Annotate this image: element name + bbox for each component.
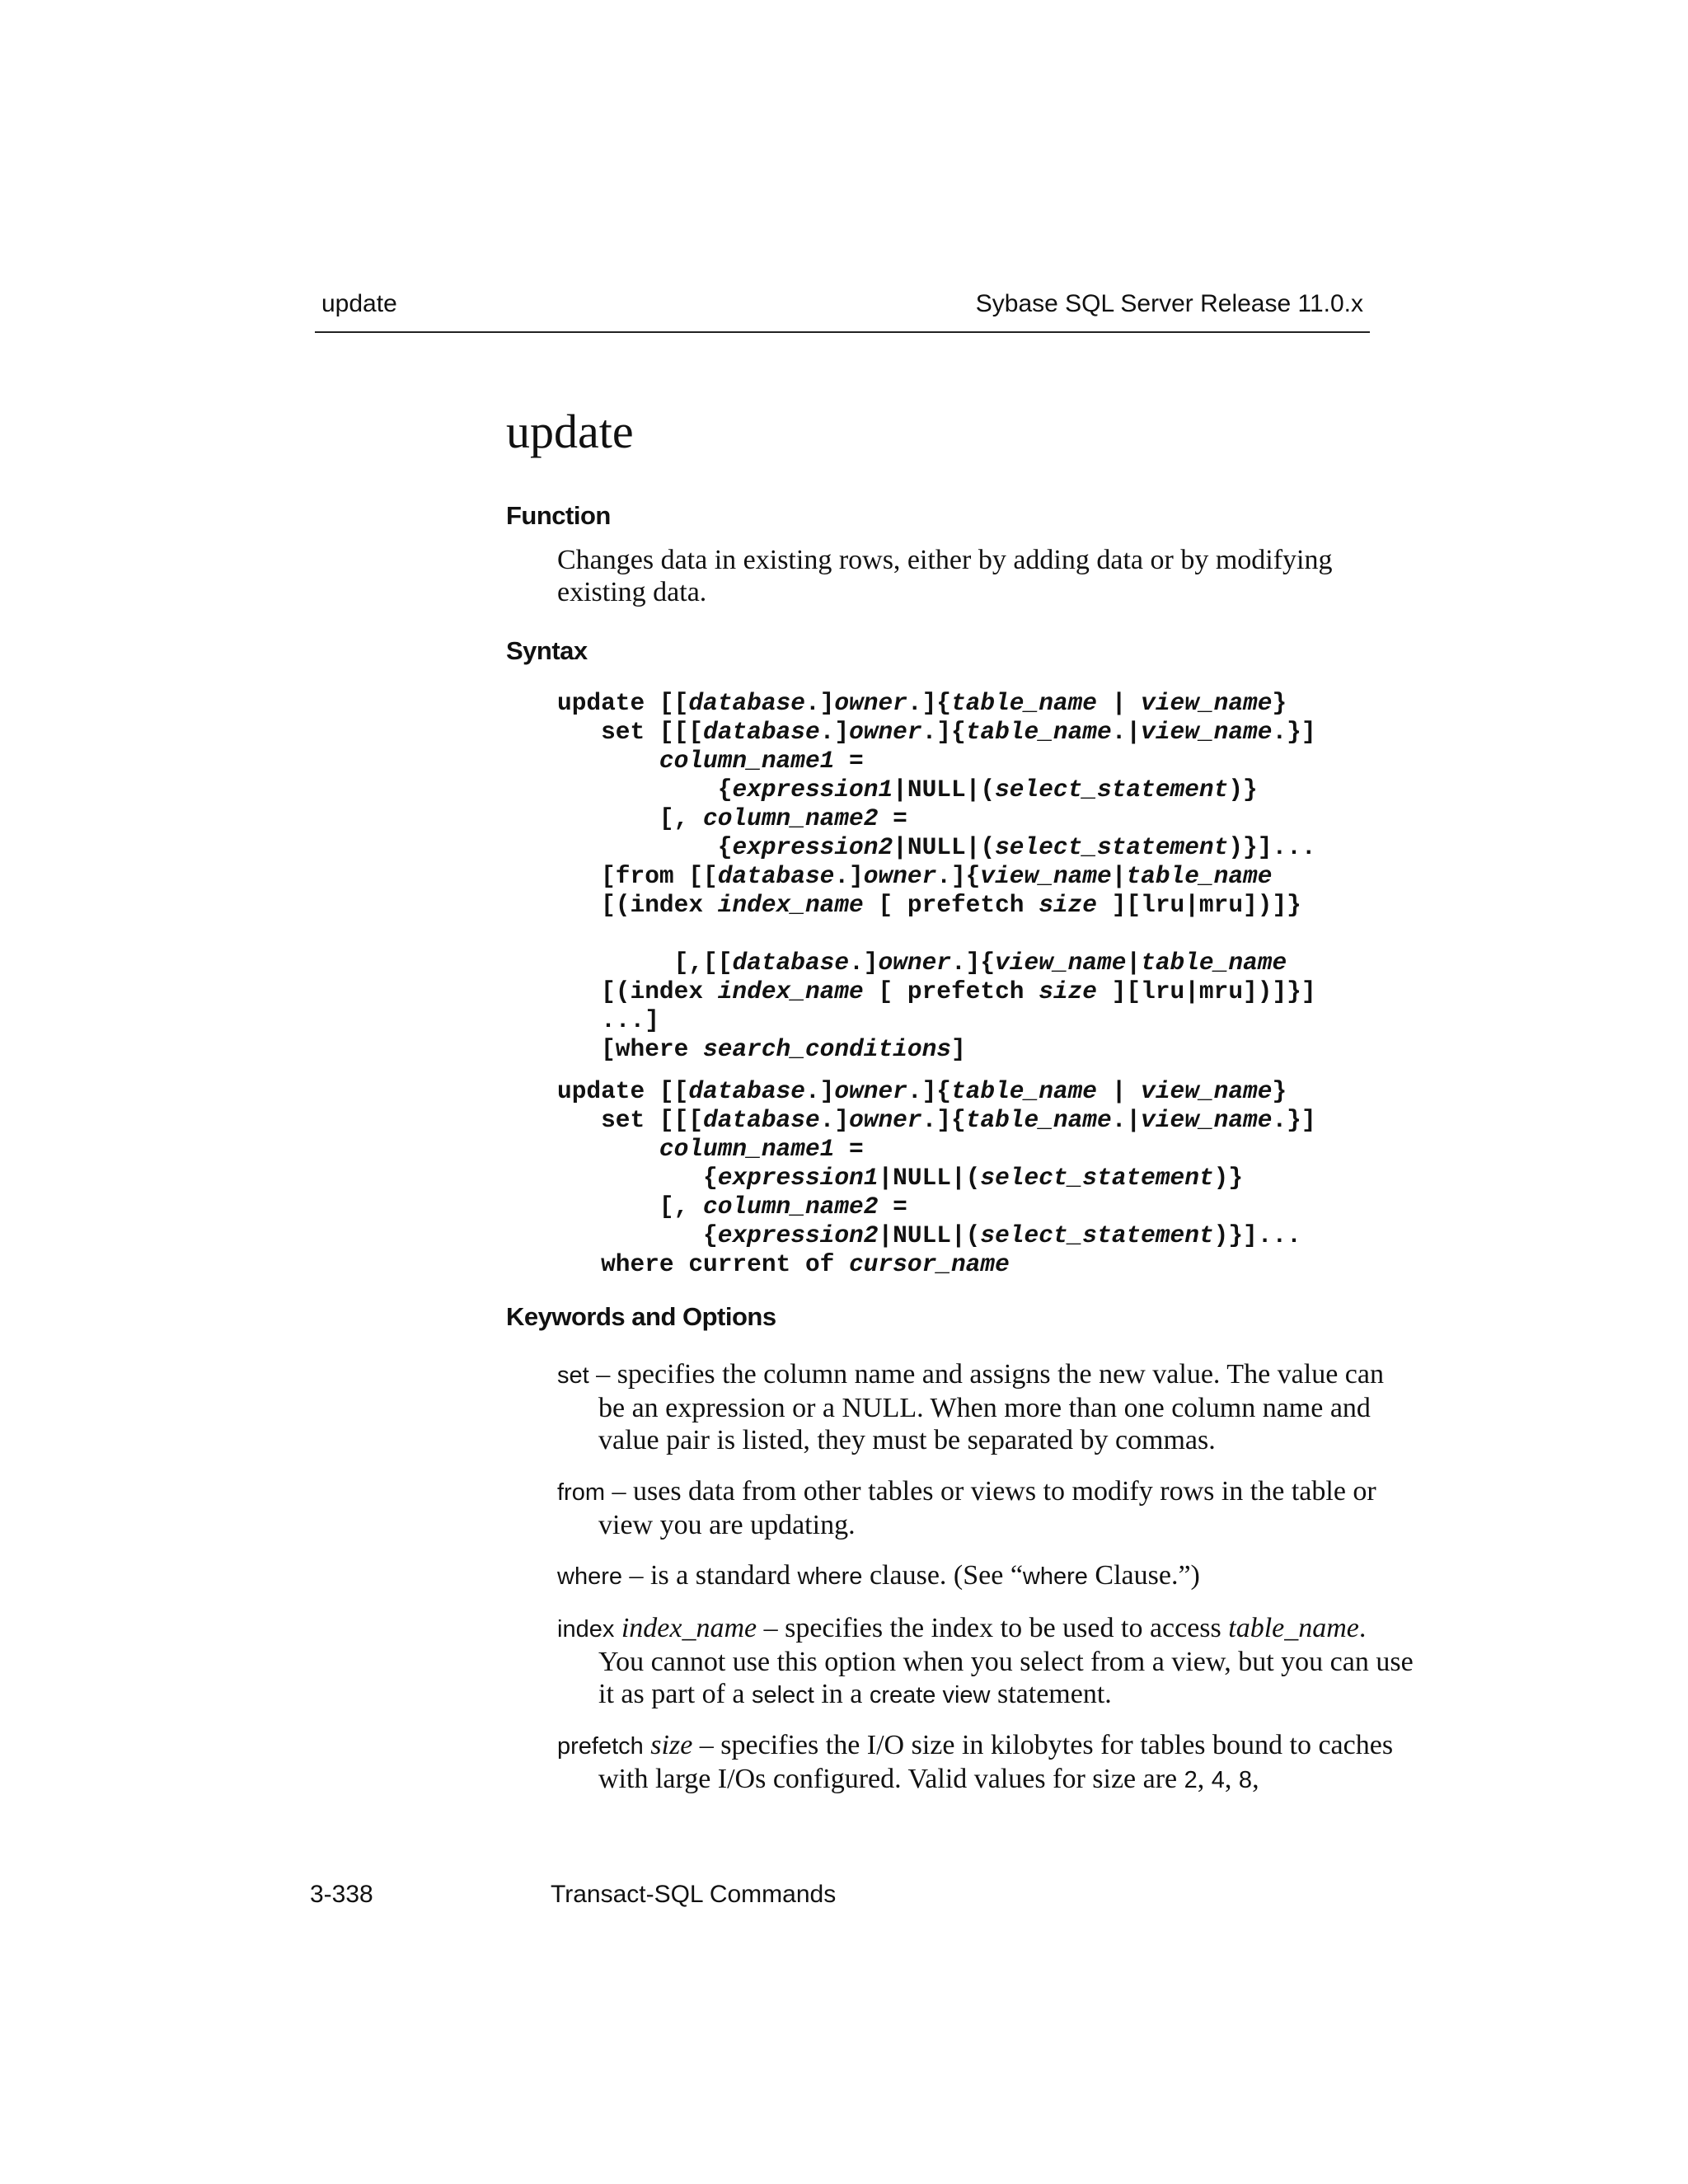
keyword-where: where bbox=[557, 1563, 622, 1590]
keyword-index-text-1: – specifies the index to be used to access bbox=[757, 1613, 1229, 1643]
keyword-where-text-2: clause. (See “ bbox=[862, 1560, 1023, 1591]
syntax-line: [from [[database.]owner.]{view_name|table_name bbox=[557, 862, 1273, 890]
syntax-placeholder: database bbox=[732, 949, 850, 977]
keyword-from: from bbox=[557, 1479, 605, 1506]
syntax-placeholder: select_statement bbox=[980, 1221, 1214, 1249]
syntax-placeholder: table_name bbox=[1126, 862, 1273, 890]
keywords-heading: Keywords and Options bbox=[506, 1302, 776, 1331]
prefetch-value-4: 4 bbox=[1211, 1767, 1225, 1793]
syntax-placeholder: search_conditions bbox=[703, 1035, 951, 1063]
syntax-line: column_name1 = bbox=[659, 1135, 864, 1163]
syntax-placeholder: size bbox=[1039, 891, 1098, 919]
syntax-line: [, column_name2 = bbox=[557, 804, 907, 832]
keyword-entry-prefetch bbox=[557, 1729, 1414, 1797]
syntax-placeholder: size bbox=[1039, 977, 1098, 1005]
syntax-placeholder: column_name1 bbox=[659, 747, 835, 775]
syntax-placeholder: owner bbox=[878, 949, 951, 977]
syntax-line: where current of cursor_name bbox=[557, 1250, 1010, 1278]
keyword-entry-where bbox=[557, 1559, 1414, 1593]
syntax-placeholder: table_name bbox=[1141, 949, 1287, 977]
syntax-line: [, column_name2 = bbox=[557, 1193, 907, 1221]
syntax-placeholder: owner bbox=[834, 689, 907, 717]
prefetch-separator-2: , bbox=[1224, 1764, 1239, 1794]
footer-chapter-title: Transact-SQL Commands bbox=[551, 1881, 837, 1908]
keyword-set: set bbox=[557, 1362, 589, 1389]
syntax-placeholder: expression2 bbox=[732, 833, 893, 861]
syntax-placeholder: owner bbox=[863, 862, 937, 890]
syntax-placeholder: database bbox=[688, 1077, 805, 1105]
keyword-prefetch-argument: size bbox=[650, 1730, 693, 1760]
keyword-entry-set bbox=[557, 1358, 1414, 1456]
keyword-index: index bbox=[557, 1616, 615, 1643]
syntax-line: update [[database.]owner.]{table_name | view_name} bbox=[557, 689, 1287, 717]
syntax-placeholder: database bbox=[717, 862, 835, 890]
syntax-placeholder: owner bbox=[834, 1077, 907, 1105]
syntax-line: ...] bbox=[557, 1006, 659, 1034]
keyword-prefetch-text-2: , bbox=[1252, 1764, 1259, 1794]
syntax-heading: Syntax bbox=[506, 636, 588, 665]
keyword-where-reference: where bbox=[1022, 1563, 1088, 1590]
syntax-placeholder: database bbox=[703, 1106, 820, 1134]
syntax-placeholder: database bbox=[703, 718, 820, 746]
syntax-line: [,[[database.]owner.]{view_name|table_name bbox=[557, 949, 1287, 977]
syntax-line: set [[[database.]owner.]{table_name.|view_name.}] bbox=[557, 718, 1316, 746]
syntax-placeholder: expression2 bbox=[717, 1221, 879, 1249]
syntax-placeholder: index_name bbox=[717, 891, 864, 919]
syntax-placeholder: column_name2 bbox=[703, 1193, 879, 1221]
keyword-prefetch: prefetch bbox=[557, 1733, 644, 1760]
keyword-index-text-2: . You cannot use this option when you select from a view, but you can use it as part of a bbox=[598, 1613, 1414, 1709]
syntax-placeholder: table_name bbox=[965, 718, 1112, 746]
syntax-placeholder: owner bbox=[849, 1106, 922, 1134]
keyword-where-inline: where bbox=[797, 1563, 863, 1590]
syntax-placeholder: view_name bbox=[980, 862, 1112, 890]
syntax-line: {expression1|NULL|(select_statement)} bbox=[557, 776, 1258, 804]
keyword-prefetch-text-1: – specifies the I/O size in kilobytes for tables bound to caches with large I/Os configured. Valid values for size are bbox=[598, 1730, 1394, 1794]
keyword-index-text-3: in a bbox=[814, 1679, 870, 1709]
syntax-placeholder: index_name bbox=[717, 977, 864, 1005]
function-heading: Function bbox=[506, 501, 611, 530]
syntax-line: update [[database.]owner.]{table_name | view_name} bbox=[557, 1077, 1287, 1105]
syntax-placeholder: cursor_name bbox=[849, 1250, 1010, 1278]
keyword-where-text-3: Clause.”) bbox=[1087, 1560, 1200, 1591]
syntax-placeholder: view_name bbox=[995, 949, 1127, 977]
syntax-placeholder: column_name2 bbox=[703, 804, 879, 832]
page-title: update bbox=[506, 405, 634, 458]
syntax-placeholder: database bbox=[688, 689, 805, 717]
syntax-line: [(index index_name [ prefetch size ][lru|mru])]}] bbox=[557, 977, 1316, 1005]
keyword-index-argument: index_name bbox=[621, 1613, 757, 1643]
syntax-placeholder: column_name1 bbox=[659, 1135, 835, 1163]
syntax-placeholder: table_name bbox=[965, 1106, 1112, 1134]
keyword-create-view-inline: create view bbox=[869, 1682, 991, 1708]
syntax-placeholder: expression1 bbox=[732, 776, 893, 804]
syntax-placeholder: view_name bbox=[1141, 1106, 1273, 1134]
syntax-placeholder: table_name bbox=[950, 1077, 1098, 1105]
syntax-line: column_name1 = bbox=[659, 747, 864, 775]
syntax-line: [(index index_name [ prefetch size ][lru|mru])]} bbox=[557, 891, 1301, 919]
header-section-name: update bbox=[321, 290, 397, 317]
syntax-placeholder: select_statement bbox=[995, 833, 1229, 861]
syntax-line: set [[[database.]owner.]{table_name.|view_name.}] bbox=[557, 1106, 1316, 1134]
syntax-placeholder: table_name bbox=[950, 689, 1098, 717]
syntax-placeholder: view_name bbox=[1141, 689, 1273, 717]
keyword-entry-index bbox=[557, 1612, 1414, 1712]
syntax-placeholder: select_statement bbox=[995, 776, 1229, 804]
page-number: 3-338 bbox=[310, 1881, 373, 1908]
keyword-set-description: – specifies the column name and assigns the new value. The value can be an expression or a NULL. When more than one column name and value pair is listed, they must be separated by commas. bbox=[588, 1359, 1384, 1455]
syntax-placeholder: select_statement bbox=[980, 1164, 1214, 1192]
syntax-line: {expression2|NULL|(select_statement)}]... bbox=[557, 1221, 1301, 1249]
prefetch-value-8: 8 bbox=[1238, 1767, 1253, 1793]
keyword-index-table-name: table_name bbox=[1228, 1613, 1359, 1643]
prefetch-separator-1: , bbox=[1197, 1764, 1212, 1794]
keyword-entry-from bbox=[557, 1475, 1414, 1541]
syntax-placeholder: view_name bbox=[1141, 718, 1273, 746]
keyword-from-description: – uses data from other tables or views to modify rows in the table or view you are updating. bbox=[598, 1476, 1376, 1540]
header-product-release: Sybase SQL Server Release 11.0.x bbox=[975, 290, 1363, 317]
prefetch-value-2: 2 bbox=[1184, 1767, 1198, 1793]
keyword-select-inline: select bbox=[752, 1682, 814, 1708]
syntax-line: {expression2|NULL|(select_statement)}]... bbox=[557, 833, 1316, 861]
syntax-placeholder: view_name bbox=[1141, 1077, 1273, 1105]
syntax-placeholder: expression1 bbox=[717, 1164, 879, 1192]
keyword-index-text-4: statement. bbox=[990, 1679, 1112, 1709]
function-text: Changes data in existing rows, either by adding data or by modifying existing data. bbox=[557, 545, 1333, 607]
syntax-line: {expression1|NULL|(select_statement)} bbox=[557, 1164, 1244, 1192]
keyword-where-text-1: – is a standard bbox=[622, 1560, 798, 1591]
syntax-placeholder: owner bbox=[849, 718, 922, 746]
syntax-line: [where search_conditions] bbox=[557, 1035, 966, 1063]
running-header bbox=[315, 290, 1370, 333]
